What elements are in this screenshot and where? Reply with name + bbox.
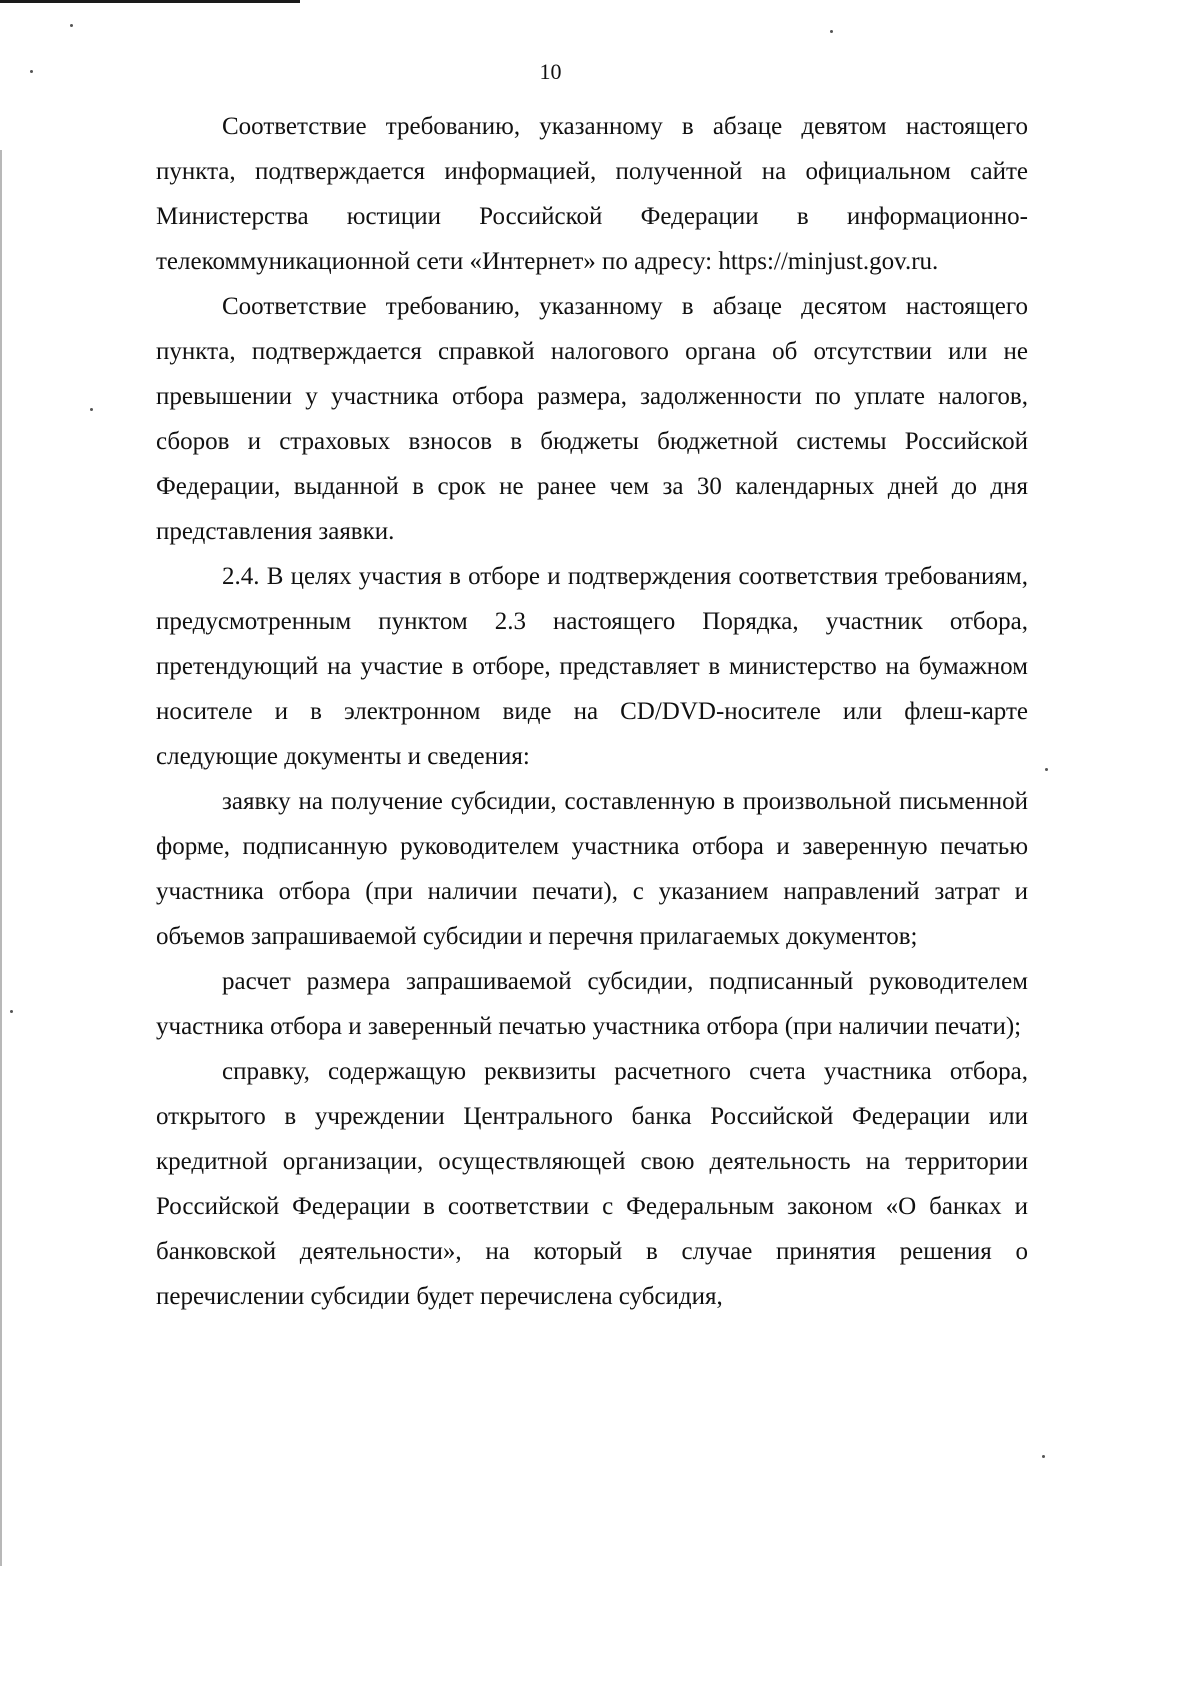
scan-speck [10,1010,13,1013]
paragraph-clause-2-4: 2.4. В целях участия в отборе и подтверждения соответствия требованиям, предусмотренным пунктом 2.3 настоящего Порядка, участник отбора, претендующий на участие в отборе, представляет в министерство на бумажном носителе и в электронном виде на CD/DVD-носителе или флеш-карте следующие документы и сведения: [156,563,1028,770]
paragraph-bank-account-certificate: справку, содержащую реквизиты расчетного счета участника отбора, открытого в учреждении Центрального банка Российской Федерации или кредитной организации, осуществляющей свою деятельность на территории Российской Федерации в соответствии с Федеральным законом «О банках и банковской деятельности», на который в случае принятия решения о перечислении субсидии будет перечислена субсидия, [156,1058,1028,1310]
paragraph-subsidy-calculation: расчет размера запрашиваемой субсидии, подписанный руководителем участника отбора и заверенный печатью участника отбора (при наличии печати); [156,968,1028,1040]
paragraph-tax-certificate: Соответствие требованию, указанному в абзаце десятом настоящего пункта, подтверждается справкой налогового органа об отсутствии или не превышении у участника отбора размера, задолженности по уплате налогов, сборов и страховых взносов в бюджеты бюджетной системы Российской Федерации, выданной в срок не ранее чем за 30 календарных дней до дня представления заявки. [156,293,1028,545]
scan-rule-top [0,0,300,3]
paragraph-minjust-confirmation: Соответствие требованию, указанному в абзаце девятом настоящего пункта, подтверждается информацией, полученной на официальном сайте Министерства юстиции Российской Федерации в информационно-телекоммуникационной сети «Интернет» по адресу: https://minjust.gov.ru. [156,113,1028,275]
document-body [156,104,1028,1319]
page-number: 10 [539,59,562,84]
scan-speck [70,24,73,27]
scan-edge-left [0,150,2,1566]
scan-speck [830,30,833,33]
paragraph-subsidy-application: заявку на получение субсидии, составленную в произвольной письменной форме, подписанную руководителем участника отбора и заверенную печатью участника отбора (при наличии печати), с указанием направлений затрат и объемов запрашиваемой субсидии и перечня прилагаемых документов; [156,788,1028,950]
scan-speck [1045,768,1048,771]
scan-speck [90,408,93,411]
scan-speck [1042,1455,1045,1458]
